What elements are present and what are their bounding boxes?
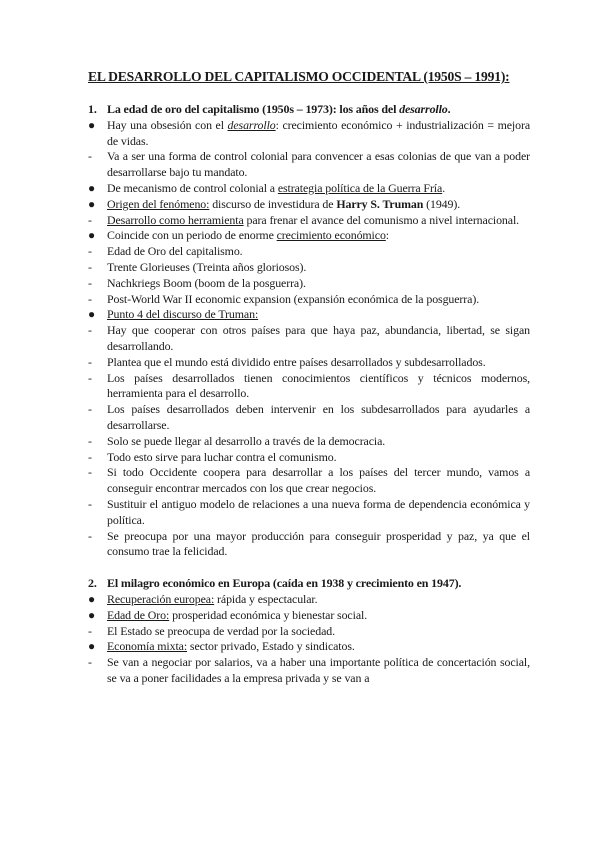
bullet-marker: ●	[88, 607, 96, 622]
section-1-heading	[88, 102, 530, 118]
list-item: - El Estado se preocupa de verdad por la sociedad.	[88, 623, 335, 638]
section-1-title: La edad de oro del capitalismo (1950s – 1973): los años del desarrollo.	[107, 102, 451, 116]
dash-marker: -	[88, 354, 92, 369]
list-item: - Si todo Occidente coopera para desarrollar a los países del tercer mundo, vamos a conseguir encontrar mercados con los que crear negocios.	[88, 465, 530, 496]
list-item: ● Hay una obsesión con el desarrollo: crecimiento económico + industrialización = mejora de vidas.	[88, 117, 530, 148]
list-item: - Solo se puede llegar al desarrollo a través de la democracia.	[88, 433, 386, 448]
list-item: - Hay que cooperar con otros países para que haya paz, abundancia, libertad, se sigan desarrollando.	[88, 323, 530, 353]
bullet-marker: ●	[88, 639, 96, 654]
list-item: ● Edad de Oro: prosperidad económica y bienestar social.	[88, 607, 368, 622]
dash-marker: -	[88, 655, 92, 670]
list-item: - Los países desarrollados tienen conocimientos científicos y técnicos modernos, herramienta para el desarrollo.	[88, 370, 530, 401]
list-item: - Desarrollo como herramienta para frenar el avance del comunismo a nivel internacional.	[88, 212, 520, 227]
list-item: - Todo esto sirve para luchar contra el comunismo.	[88, 449, 337, 464]
bullet-marker: ●	[88, 196, 96, 211]
dash-marker: -	[88, 149, 92, 164]
list-item: ● Recuperación europea: rápida y espectacular.	[88, 591, 318, 606]
list-item: - Se van a negociar por salarios, va a haber una importante política de concertación social, se va a poner facilidades a la empresa privada y se van a	[88, 655, 530, 685]
bullet-marker: ●	[88, 180, 96, 195]
list-item: ● Origen del fenómeno: discurso de investidura de Harry S. Truman (1949).	[88, 196, 461, 211]
list-item: - Plantea que el mundo está dividido entre países desarrollados y subdesarrollados.	[88, 354, 486, 369]
dash-marker: -	[88, 291, 92, 306]
dash-marker: -	[88, 212, 92, 227]
section-2-title: El milagro económico en Europa (caída en 1938 y crecimiento en 1947).	[107, 576, 462, 591]
list-item: ● Punto 4 del discurso de Truman:	[88, 307, 259, 322]
bullet-marker: ●	[88, 591, 96, 606]
list-item: - Se preocupa por una mayor producción para conseguir prosperidad y paz, ya que el consumo trae la felicidad.	[88, 528, 530, 559]
bullet-marker: ●	[88, 117, 96, 132]
dash-marker: -	[88, 323, 92, 338]
dash-marker: -	[88, 623, 92, 638]
section-1-number: 1.	[88, 102, 97, 116]
list-item: ● De mecanismo de control colonial a estrategia política de la Guerra Fría.	[88, 180, 446, 195]
section-gap	[88, 560, 530, 576]
list-item: - Edad de Oro del capitalismo.	[88, 244, 243, 259]
dash-marker: -	[88, 402, 92, 417]
document-title: EL DESARROLLO DEL CAPITALISMO OCCIDENTAL (1950S – 1991):	[88, 69, 510, 84]
list-item: - Sustituir el antiguo modelo de relaciones a una nueva forma de dependencia económica y política.	[88, 496, 530, 527]
list-item: ● Coincide con un periodo de enorme crecimiento económico:	[88, 228, 390, 243]
dash-marker: -	[88, 259, 92, 274]
dash-marker: -	[88, 370, 92, 385]
dash-marker: -	[88, 465, 92, 480]
list-item: ● Economía mixta: sector privado, Estado y sindicatos.	[88, 639, 355, 654]
dash-marker: -	[88, 433, 92, 448]
section-1-list	[88, 118, 530, 560]
dash-marker: -	[88, 528, 92, 543]
section-2-number: 2.	[88, 576, 97, 591]
dash-marker: -	[88, 275, 92, 290]
list-item: - Va a ser una forma de control colonial para convencer a esas colonias de que van a poder desarrollarse bajo tu mandato.	[88, 149, 530, 180]
section-2-list	[88, 592, 530, 687]
dash-marker: -	[88, 244, 92, 259]
dash-marker: -	[88, 449, 92, 464]
section-2-heading	[88, 576, 530, 592]
bullet-marker: ●	[88, 307, 96, 322]
list-item: - Trente Glorieuses (Treinta años gloriosos).	[88, 259, 307, 274]
dash-marker: -	[88, 496, 92, 511]
list-item: - Nachkriegs Boom (boom de la posguerra).	[88, 275, 306, 290]
list-item: - Los países desarrollados deben intervenir en los subdesarrollados para ayudarles a desarrollarse.	[88, 402, 530, 432]
list-item: - Post-World War II economic expansion (expansión económica de la posguerra).	[88, 291, 480, 306]
bullet-marker: ●	[88, 228, 96, 243]
